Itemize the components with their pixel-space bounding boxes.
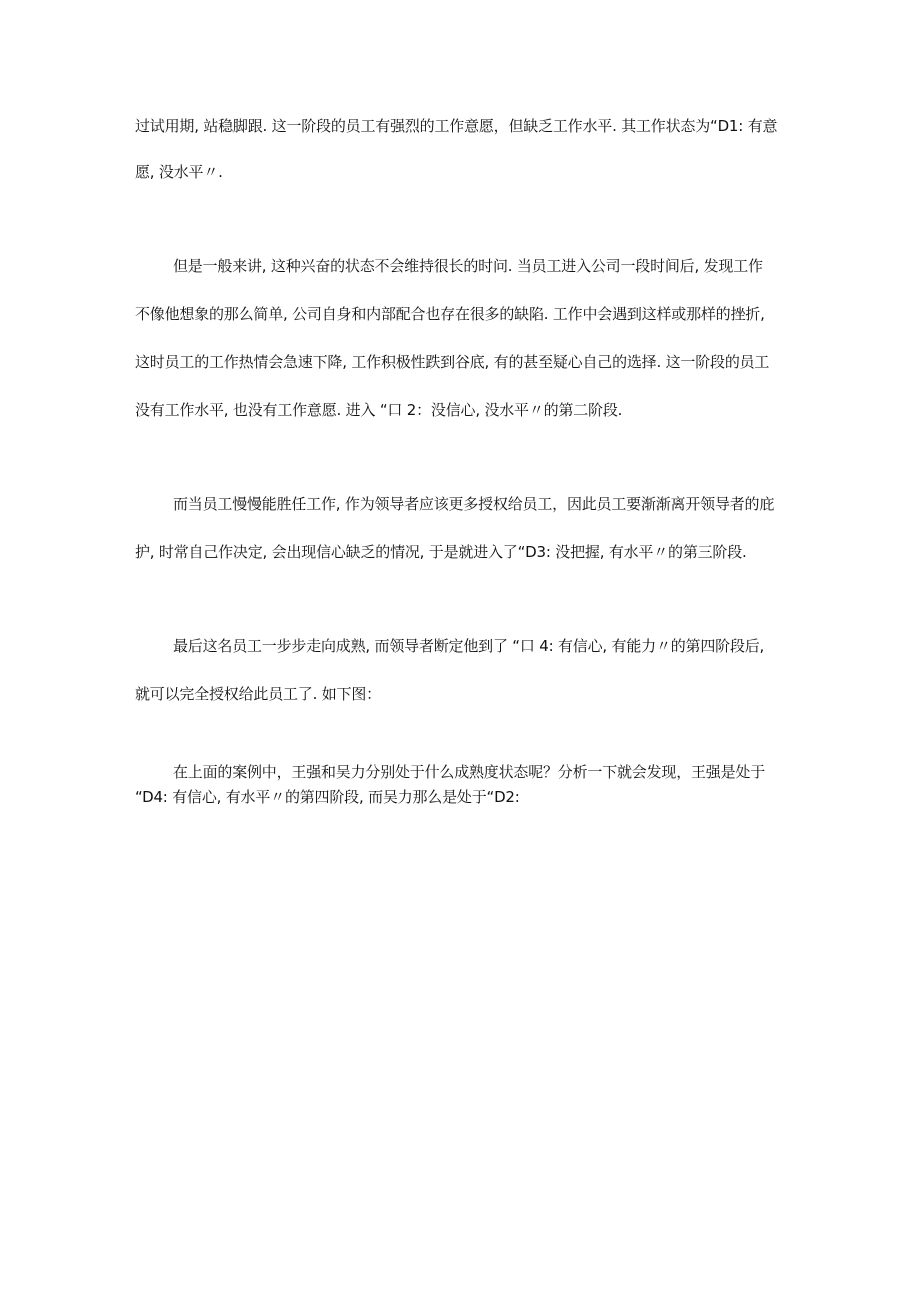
paragraph-line: 没有工作水平, 也没有工作意愿. 进入 “口 2：没信心, 没水平〃的第二阶段. [135,401,623,419]
paragraph-line: 愿, 没水平〃. [135,163,223,181]
paragraph-line: 但是一般来讲, 这种兴奋的状态不会维持很长的时问. 当员工进入公司一段时间后, 发现工作 [173,257,763,275]
paragraph-line: 过试用期, 站稳脚跟. 这一阶段的员工有强烈的工作意愿，但缺乏工作水平. 其工作状态为“D1: 有意 [135,117,778,135]
paragraph-line: 在上面的案例中，王强和吴力分别处于什么成熟度状态呢？分析一下就会发现，王强是处于 [173,763,766,781]
paragraph-line: 最后这名员工一步步走向成熟, 而领导者断定他到了 “口 4: 有信心, 有能力〃的第四阶段后, [173,637,765,655]
paragraph-line: 就可以完全授权给此员工了. 如下图： [135,685,381,703]
paragraph-line: 这时员工的工作热情会急速下降, 工作积极性跌到谷底, 有的甚至疑心自己的选择. 这一阶段的员工 [135,353,770,371]
paragraph-line: 而当员工慢慢能胜任工作, 作为领导者应该更多授权给员工，因此员工要渐渐离开领导者的庇 [173,495,775,513]
paragraph-line: 护, 时常自己作决定, 会出现信心缺乏的情况, 于是就进入了“D3: 没把握, 有水平〃的第三阶段. [135,543,747,561]
paragraph-line: 不像他想象的那么简单, 公司自身和内部配合也存在很多的缺陷. 工作中会遇到这样或那样的挫折, [135,305,765,323]
paragraph-line: “D4: 有信心, 有水平〃的第四阶段, 而吴力那么是处于“D2: [135,788,520,806]
